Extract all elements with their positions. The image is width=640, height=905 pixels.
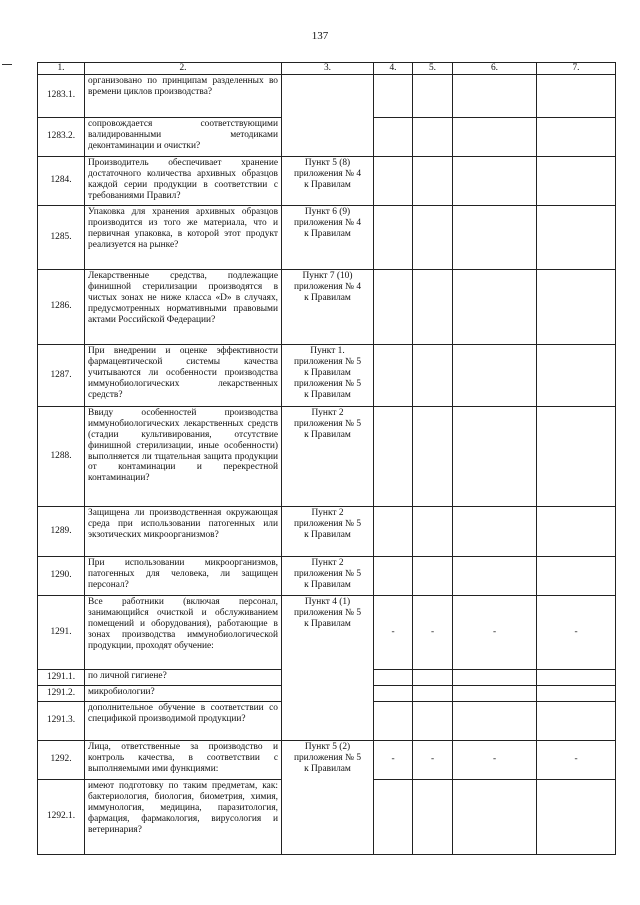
header-row	[38, 63, 616, 75]
answer-cell[interactable]	[413, 117, 453, 156]
reference-line: к Правилам	[304, 228, 351, 239]
page-number: 137	[311, 30, 329, 42]
answer-cell[interactable]	[413, 779, 453, 854]
answer-cell[interactable]	[413, 205, 453, 269]
table-row	[38, 595, 616, 669]
header-col-7: 7.	[537, 63, 616, 75]
answer-cell[interactable]	[453, 205, 537, 269]
row-reference	[282, 740, 374, 854]
row-number: 1284.	[38, 156, 85, 205]
answer-cell[interactable]	[374, 117, 413, 156]
table-row	[38, 205, 616, 269]
answer-cell[interactable]	[453, 117, 537, 156]
row-reference	[282, 506, 374, 556]
row-question: сопровождается соответствующими валидированными методиками деконтаминации и очистки?	[85, 117, 282, 156]
answer-cell[interactable]	[374, 669, 413, 685]
answer-cell[interactable]	[537, 156, 616, 205]
reference-line: Пункт 5 (8)	[304, 157, 351, 168]
reference-line: к Правилам	[304, 763, 351, 774]
answer-cell[interactable]	[453, 269, 537, 344]
answer-cell[interactable]	[374, 344, 413, 406]
row-question: дополнительное обучение в соответствии со спецификой производимой продукции?	[85, 701, 282, 740]
answer-cell[interactable]	[374, 701, 413, 740]
reference-line: Пункт 7 (10)	[302, 270, 353, 281]
dash-mark: -	[453, 740, 537, 779]
answer-cell[interactable]	[413, 701, 453, 740]
reference-line: приложения № 5	[293, 418, 362, 429]
reference-line: к Правилам	[304, 389, 351, 400]
answer-cell[interactable]	[413, 344, 453, 406]
row-number: 1283.1.	[38, 74, 85, 117]
dash-mark: -	[537, 595, 616, 669]
row-question: Производитель обеспечивает хранение достаточного количества архивных образцов каждой серии продукции в соответствии с требованиями Правил?	[85, 156, 282, 205]
row-number: 1285.	[38, 205, 85, 269]
row-number: 1291.3.	[38, 701, 85, 740]
reference-line: Пункт 4 (1)	[304, 596, 351, 607]
row-question: Ввиду особенностей производства иммунобиологических лекарственных средств (стадии культивирования, отсутствие финишной стерилизации, иные особенности) выполняется ли тщательная защита продукции от контаминации и перекрестной контаминации?	[85, 406, 282, 506]
row-number: 1292.	[38, 740, 85, 779]
row-reference	[282, 205, 374, 269]
row-question: При использовании микроорганизмов, патогенных для человека, ли защищен персонал?	[85, 556, 282, 595]
reference-line: к Правилам	[304, 529, 351, 540]
requirements-table	[37, 62, 616, 855]
answer-cell[interactable]	[537, 506, 616, 556]
row-number: 1291.2.	[38, 685, 85, 701]
answer-cell[interactable]	[537, 701, 616, 740]
row-number: 1283.2.	[38, 117, 85, 156]
answer-cell[interactable]	[413, 156, 453, 205]
dash-mark: -	[537, 740, 616, 779]
answer-cell[interactable]	[453, 685, 537, 701]
answer-cell[interactable]	[374, 685, 413, 701]
answer-cell[interactable]	[374, 506, 413, 556]
answer-cell[interactable]	[453, 556, 537, 595]
dash-mark: -	[453, 595, 537, 669]
answer-cell[interactable]	[453, 779, 537, 854]
answer-cell[interactable]	[537, 269, 616, 344]
reference-line: к Правилам	[304, 292, 351, 303]
row-question: Лекарственные средства, подлежащие финишной стерилизации производятся в чистых зонах не ниже класса «D» в случаях, предусмотренных нормативными правовыми актами Российской Федерации?	[85, 269, 282, 344]
answer-cell[interactable]	[413, 506, 453, 556]
answer-cell[interactable]	[413, 556, 453, 595]
dash-mark: -	[413, 595, 453, 669]
reference-line: к Правилам	[304, 618, 351, 629]
row-question: Все работники (включая персонал, занимающийся очисткой и обслуживанием помещений и оборудования), работающие в зонах производства иммунобиологической продукции, проходят обучение:	[85, 595, 282, 669]
reference-line: приложения № 4	[293, 168, 362, 179]
answer-cell[interactable]	[453, 701, 537, 740]
reference-line: приложения № 5	[293, 378, 362, 389]
answer-cell[interactable]	[413, 669, 453, 685]
reference-line: приложения № 5	[293, 568, 362, 579]
answer-cell[interactable]	[453, 344, 537, 406]
row-question: При внедрении и оценке эффективности фармацевтической системы качества учитываются ли особенности производства иммунобиологических лекарственных средств?	[85, 344, 282, 406]
answer-cell[interactable]	[374, 269, 413, 344]
row-reference	[282, 74, 374, 156]
answer-cell[interactable]	[413, 74, 453, 117]
answer-cell[interactable]	[374, 406, 413, 506]
answer-cell[interactable]	[537, 779, 616, 854]
answer-cell[interactable]	[413, 406, 453, 506]
table-row	[38, 740, 616, 779]
row-question: имеют подготовку по таким предметам, как: бактериология, биология, биометрия, химия, иммунология, медицина, паразитология, фармация, фармакология, вирусология и ветеринария?	[85, 779, 282, 854]
reference-line: приложения № 5	[293, 356, 362, 367]
row-number: 1292.1.	[38, 779, 85, 854]
answer-cell[interactable]	[537, 344, 616, 406]
row-reference	[282, 406, 374, 506]
table-row	[38, 74, 616, 117]
reference-line: приложения № 5	[293, 518, 362, 529]
row-number: 1291.	[38, 595, 85, 669]
row-question: по личной гигиене?	[85, 669, 282, 685]
reference-line: приложения № 4	[293, 217, 362, 228]
answer-cell[interactable]	[374, 74, 413, 117]
answer-cell[interactable]	[537, 406, 616, 506]
row-reference	[282, 556, 374, 595]
reference-line: Пункт 2	[311, 407, 344, 418]
reference-line: к Правилам	[304, 367, 351, 378]
reference-line: Пункт 5 (2)	[304, 741, 351, 752]
table-row	[38, 506, 616, 556]
row-number: 1289.	[38, 506, 85, 556]
row-number: 1286.	[38, 269, 85, 344]
header-col-3: 3.	[282, 63, 374, 75]
answer-cell[interactable]	[537, 74, 616, 117]
row-question: организовано по принципам разделенных во времени циклов производства?	[85, 74, 282, 117]
row-reference	[282, 595, 374, 740]
reference-line: Пункт 1.	[310, 345, 345, 356]
row-number: 1290.	[38, 556, 85, 595]
answer-cell[interactable]	[374, 156, 413, 205]
answer-cell[interactable]	[413, 269, 453, 344]
reference-line: приложения № 5	[293, 752, 362, 763]
row-reference	[282, 344, 374, 406]
row-question: микробиологии?	[85, 685, 282, 701]
answer-cell[interactable]	[453, 156, 537, 205]
header-col-2: 2.	[85, 63, 282, 75]
table-row	[38, 556, 616, 595]
row-question: Лица, ответственные за производство и контроль качества, в соответствии с выполняемыми ими функциями:	[85, 740, 282, 779]
row-question: Защищена ли производственная окружающая среда при использовании патогенных или экзотических микроорганизмов?	[85, 506, 282, 556]
reference-line: Пункт 2	[311, 557, 344, 568]
table-row	[38, 406, 616, 506]
header-col-6: 6.	[453, 63, 537, 75]
answer-cell[interactable]	[374, 779, 413, 854]
header-col-5: 5.	[413, 63, 453, 75]
answer-cell[interactable]	[374, 556, 413, 595]
answer-cell[interactable]	[537, 117, 616, 156]
reference-line: Пункт 2	[311, 507, 344, 518]
answer-cell[interactable]	[453, 406, 537, 506]
dash-mark: -	[374, 595, 413, 669]
row-number: 1287.	[38, 344, 85, 406]
row-number: 1291.1.	[38, 669, 85, 685]
answer-cell[interactable]	[453, 669, 537, 685]
row-reference	[282, 269, 374, 344]
reference-line: Пункт 6 (9)	[304, 206, 351, 217]
answer-cell[interactable]	[453, 74, 537, 117]
reference-line: к Правилам	[304, 179, 351, 190]
table-row	[38, 156, 616, 205]
answer-cell[interactable]	[413, 685, 453, 701]
row-reference	[282, 156, 374, 205]
table-row	[38, 344, 616, 406]
dash-mark: -	[374, 740, 413, 779]
answer-cell[interactable]	[453, 506, 537, 556]
answer-cell[interactable]	[537, 205, 616, 269]
header-col-4: 4.	[374, 63, 413, 75]
answer-cell[interactable]	[537, 669, 616, 685]
dash-mark: -	[413, 740, 453, 779]
reference-line: приложения № 4	[293, 281, 362, 292]
reference-line: к Правилам	[304, 429, 351, 440]
table-row	[38, 269, 616, 344]
header-col-1: 1.	[38, 63, 85, 75]
answer-cell[interactable]	[537, 685, 616, 701]
reference-line: к Правилам	[304, 579, 351, 590]
reference-line: приложения № 5	[293, 607, 362, 618]
answer-cell[interactable]	[374, 205, 413, 269]
row-question: Упаковка для хранения архивных образцов производится из того же материала, что и первичная упаковка, в которой этот продукт реализуется на рынке?	[85, 205, 282, 269]
row-number: 1288.	[38, 406, 85, 506]
answer-cell[interactable]	[537, 556, 616, 595]
margin-mark	[2, 64, 12, 65]
